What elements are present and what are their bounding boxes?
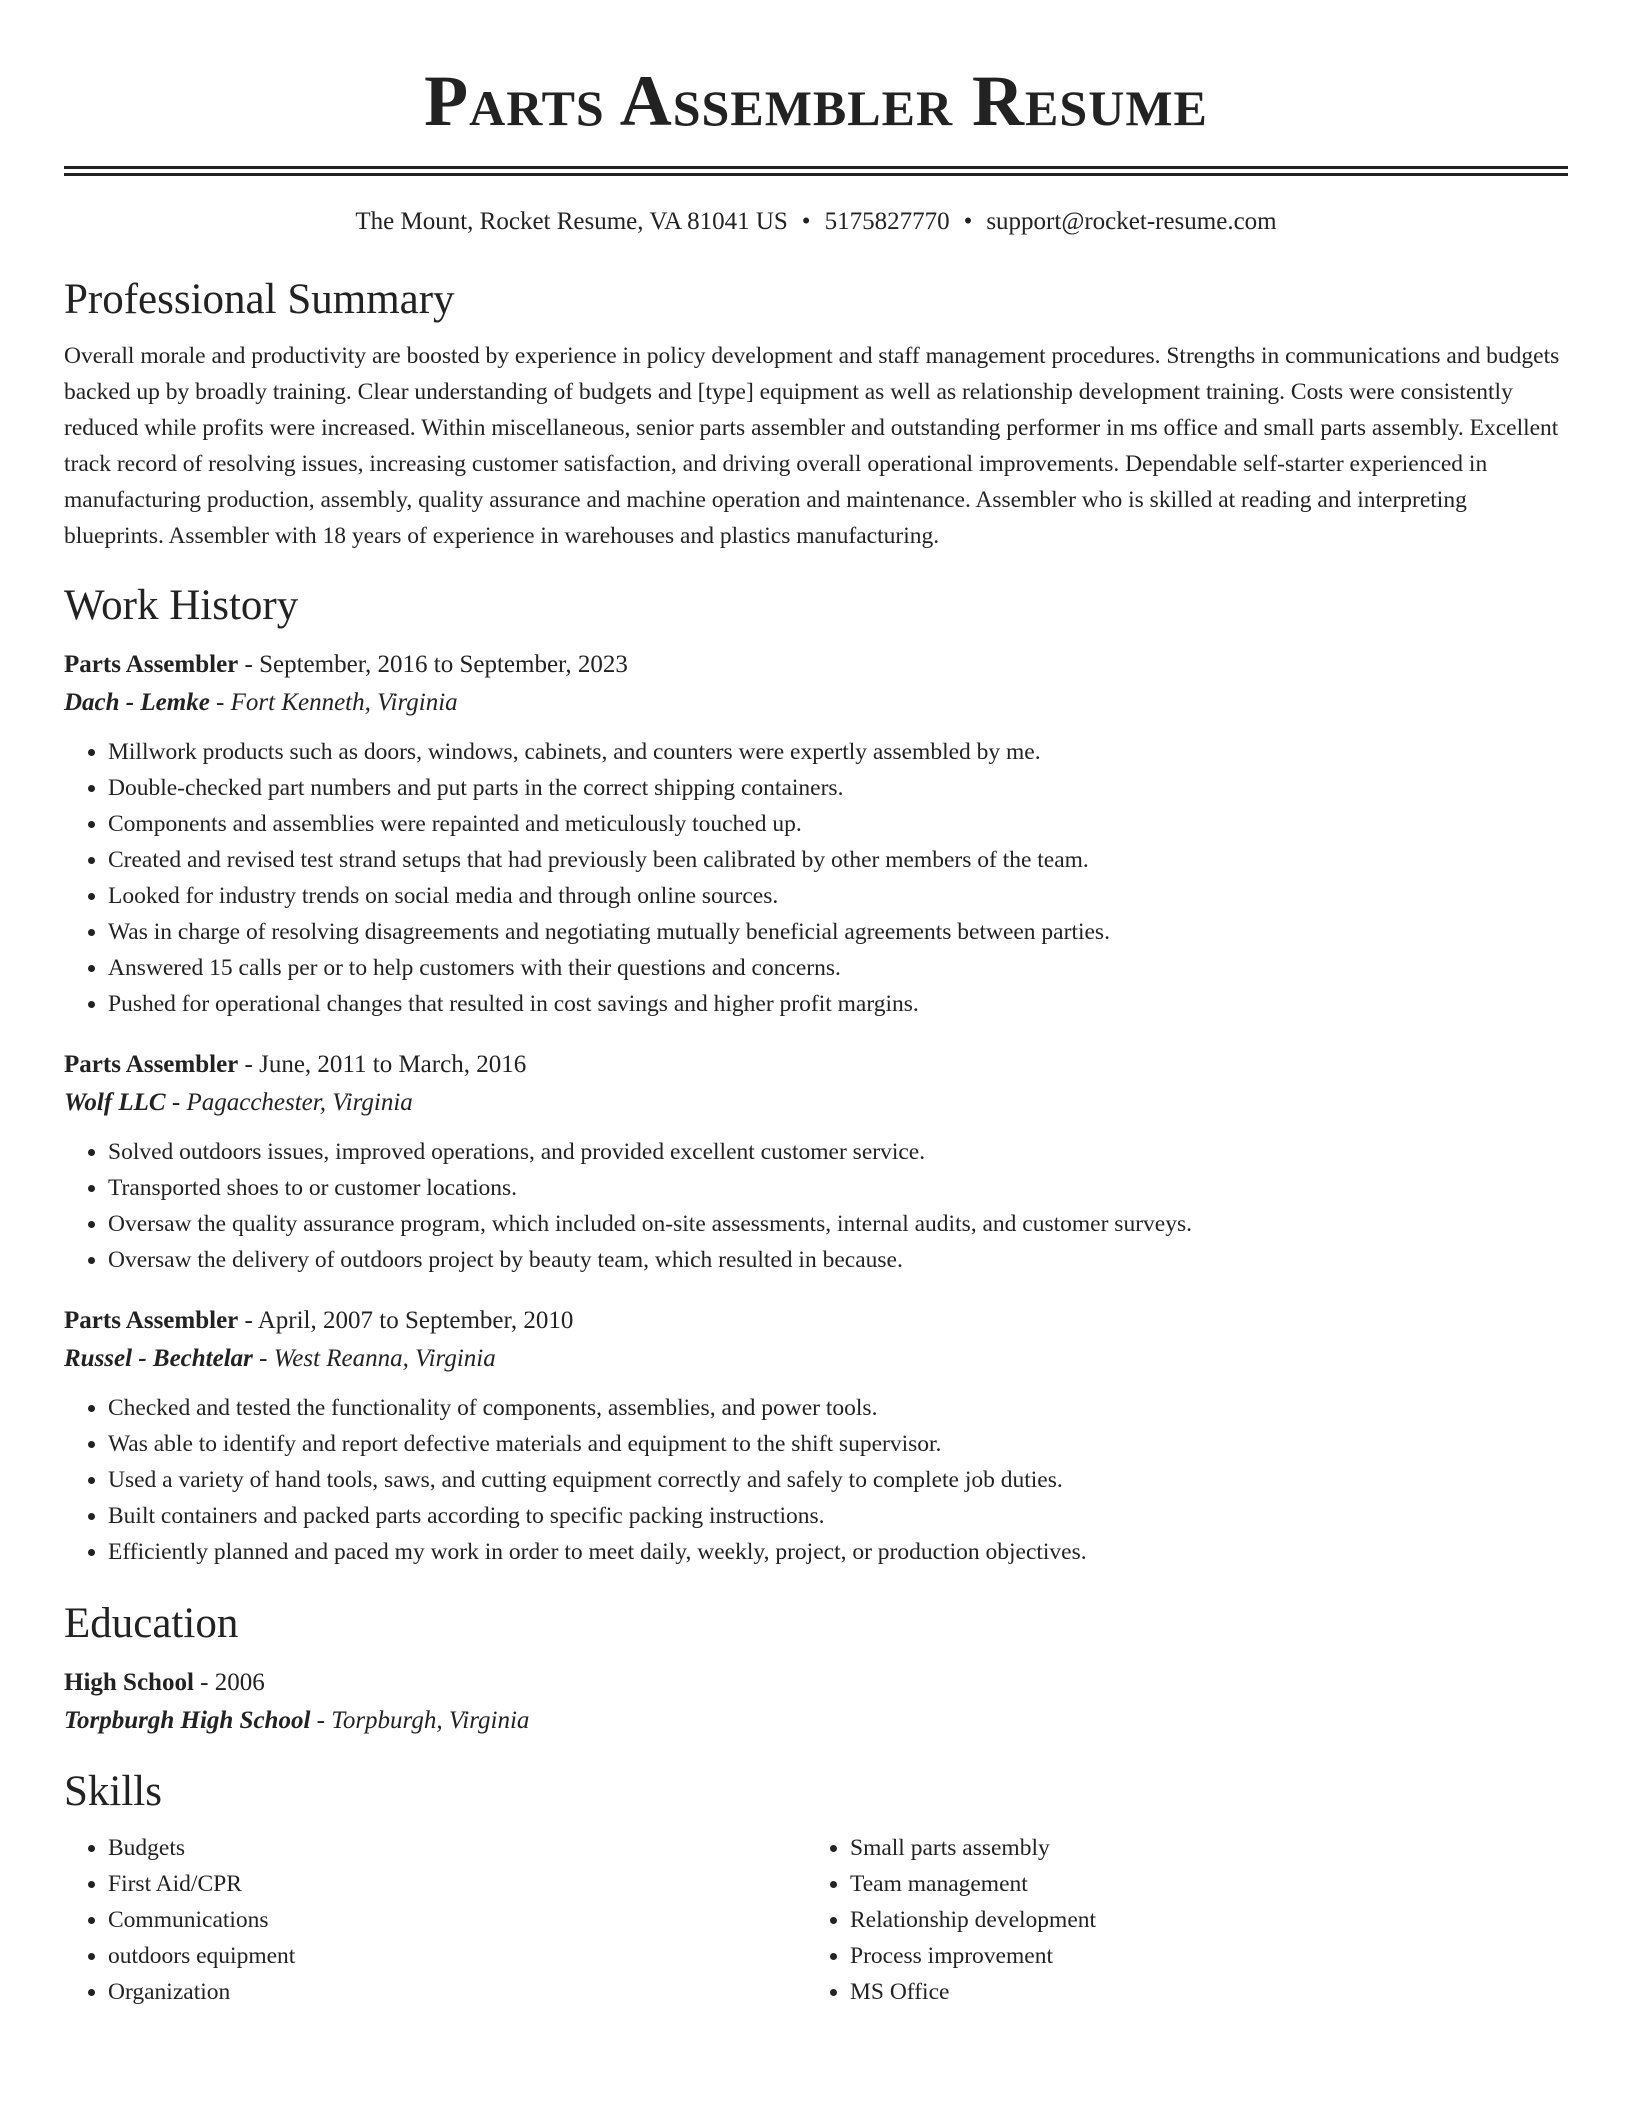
employer-name: Wolf LLC — [64, 1089, 166, 1116]
list-item: • Used a variety of hand tools, saws, and cutting equipment correctly and safely to complete job duties. — [108, 1462, 1568, 1498]
list-item: • Transported shoes to or customer locations. — [108, 1170, 1568, 1206]
job-entry — [64, 1302, 1568, 1570]
skill-item: • Relationship development — [850, 1902, 1548, 1938]
employer-location: - West Reanna, Virginia — [252, 1345, 496, 1372]
contact-separator: • — [801, 208, 811, 235]
job-title-line — [64, 1046, 1568, 1084]
list-item: • Double-checked part numbers and put parts in the correct shipping containers. — [108, 770, 1568, 806]
job-dates: - September, 2016 to September, 2023 — [238, 651, 628, 678]
contact-email: support@rocket-resume.com — [986, 208, 1277, 235]
job-title: Parts Assembler — [64, 651, 239, 678]
skills-column-right — [806, 1830, 1548, 2010]
list-item: • Built containers and packed parts according to specific packing instructions. — [108, 1498, 1568, 1534]
employer-line — [64, 1340, 1568, 1378]
skills-column-left — [64, 1830, 806, 2010]
list-item: • Checked and tested the functionality of components, assemblies, and power tools. — [108, 1390, 1568, 1426]
graduation-year: - 2006 — [193, 1669, 265, 1696]
degree: High School — [64, 1669, 194, 1696]
contact-phone: 5175827770 — [824, 208, 950, 235]
skill-item: • Small parts assembly — [850, 1830, 1548, 1866]
job-title-line — [64, 646, 1568, 684]
employer-location: - Fort Kenneth, Virginia — [209, 689, 458, 716]
job-bullets — [64, 1134, 1568, 1278]
skill-item: • Budgets — [108, 1830, 806, 1866]
title-divider — [64, 166, 1568, 176]
skills-list — [64, 1830, 1568, 2010]
job-title: Parts Assembler — [64, 1307, 239, 1334]
school-name: Torpburgh High School — [64, 1707, 311, 1734]
list-item: • Was in charge of resolving disagreements and negotiating mutually beneficial agreements between parties. — [108, 914, 1568, 950]
job-entry — [64, 646, 1568, 1022]
list-item: • Created and revised test strand setups that had previously been calibrated by other members of the team. — [108, 842, 1568, 878]
employer-line — [64, 1084, 1568, 1122]
job-title-line — [64, 1302, 1568, 1340]
job-entry — [64, 1046, 1568, 1278]
skill-item: • outdoors equipment — [108, 1938, 806, 1974]
skill-item: • Process improvement — [850, 1938, 1548, 1974]
resume-page — [64, 0, 1568, 2010]
education-entry — [64, 1664, 1568, 1740]
contact-line — [64, 206, 1568, 238]
list-item: • Was able to identify and report defective materials and equipment to the shift supervisor. — [108, 1426, 1568, 1462]
list-item: • Efficiently planned and paced my work in order to meet daily, weekly, project, or production objectives. — [108, 1534, 1568, 1570]
job-dates: - April, 2007 to September, 2010 — [238, 1307, 574, 1334]
job-bullets — [64, 734, 1568, 1022]
employer-name: Russel - Bechtelar — [64, 1345, 253, 1372]
summary-text: Overall morale and productivity are boosted by experience in policy development and staff management procedures. Strengths in communications and budgets backed up by broadly training. Clear understanding of budgets and [type] equipment as well as relationship development training. Costs were consistently reduced while profits were increased. Within miscellaneous, senior parts assembler and outstanding performer in ms office and small parts assembly. Excellent track record of resolving issues, increasing customer satisfaction, and driving overall operational improvements. Dependable self-starter experienced in manufacturing production, assembly, quality assurance and machine operation and maintenance. Assembler who is skilled at reading and interpreting blueprints. Assembler with 18 years of experience in warehouses and plastics manufacturing. — [64, 343, 1560, 549]
employer-location: - Pagacchester, Virginia — [165, 1089, 413, 1116]
skill-item: • Team management — [850, 1866, 1548, 1902]
contact-separator: • — [963, 208, 973, 235]
list-item: • Oversaw the delivery of outdoors project by beauty team, which resulted in because. — [108, 1242, 1568, 1278]
list-item: • Answered 15 calls per or to help customers with their questions and concerns. — [108, 950, 1568, 986]
education-heading: Education — [64, 1600, 239, 1647]
school-location: - Torpburgh, Virginia — [310, 1707, 530, 1734]
job-title: Parts Assembler — [64, 1051, 239, 1078]
job-dates: - June, 2011 to March, 2016 — [238, 1051, 527, 1078]
job-bullets — [64, 1390, 1568, 1570]
list-item: • Pushed for operational changes that resulted in cost savings and higher profit margins. — [108, 986, 1568, 1022]
skill-item: • Organization — [108, 1974, 806, 2010]
employer-name: Dach - Lemke — [64, 689, 210, 716]
list-item: • Millwork products such as doors, windows, cabinets, and counters were expertly assembled by me. — [108, 734, 1568, 770]
skill-item: • MS Office — [850, 1974, 1548, 2010]
list-item: • Oversaw the quality assurance program, which included on-site assessments, internal audits, and customer surveys. — [108, 1206, 1568, 1242]
page-title: Parts Assembler Resume — [424, 61, 1208, 141]
skills-heading: Skills — [64, 1768, 162, 1815]
list-item: • Looked for industry trends on social media and through online sources. — [108, 878, 1568, 914]
employer-line — [64, 684, 1568, 722]
degree-line — [64, 1664, 1568, 1702]
school-line — [64, 1702, 1568, 1740]
contact-address: The Mount, Rocket Resume, VA 81041 US — [355, 208, 788, 235]
work-history-heading: Work History — [64, 582, 299, 629]
list-item: • Solved outdoors issues, improved operations, and provided excellent customer service. — [108, 1134, 1568, 1170]
list-item: • Components and assemblies were repainted and meticulously touched up. — [108, 806, 1568, 842]
skill-item: • Communications — [108, 1902, 806, 1938]
skill-item: • First Aid/CPR — [108, 1866, 806, 1902]
summary-heading: Professional Summary — [64, 276, 455, 323]
